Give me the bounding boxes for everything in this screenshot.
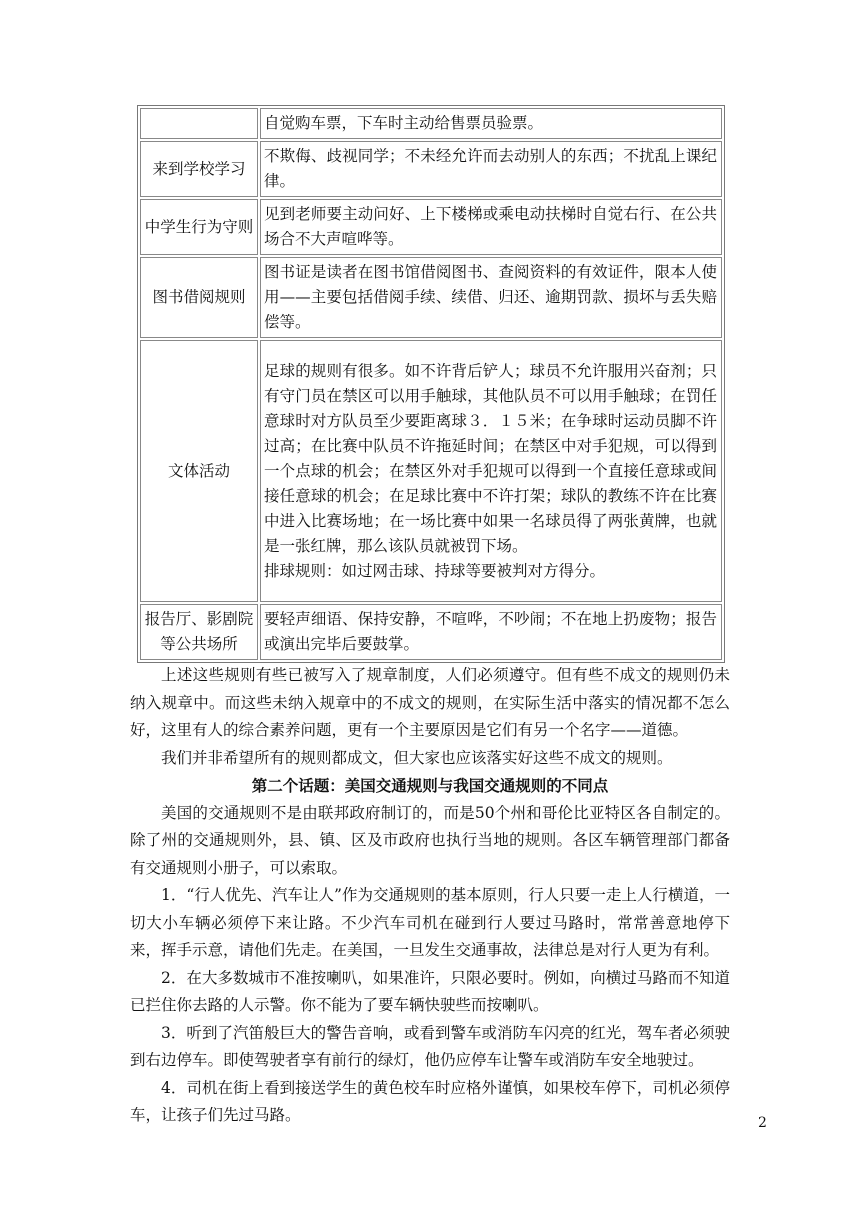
football-rules-text: 足球的规则有很多。如不许背后铲人；球员不允许服用兴奋剂；只有守门员在禁区可以用手触球，其他队员不可以用手触球；在罚任意球时对方队员至少要距离球３．１５米；在争球时运动员脚不许过高；在比赛中队员不许拖延时间；在禁区中对手犯规，可以得到一个点球的机会；在禁区外对手犯规可以得到一个直接任意球或间接任意球的机会；在足球比赛中不许打架；球队的教练不许在比赛中进入比赛场地；在一场比赛中如果一名球员得了两张黄牌，也就是一张红牌，那么该队员就被罚下场。 bbox=[264, 361, 717, 555]
paragraph: 2．在大多数城市不准按喇叭，如果准许，只限必要时。例如，向横过马路而不知道已拦住你去路的人示警。你不能为了要车辆快驶些而按喇叭。 bbox=[130, 968, 730, 1014]
paragraph: 美国的交通规则不是由联邦政府制订的，而是50个州和哥伦比亚特区各自制定的。除了州的交通规则外，县、镇、区及市政府也执行当地的规则。各区车辆管理部门都备有交通规则小册子，可以索取。 bbox=[130, 803, 730, 877]
table-description-cell: 自觉购车票，下车时主动给售票员验票。 bbox=[260, 108, 722, 139]
page-number: 2 bbox=[758, 1115, 767, 1131]
table-category-cell: 中学生行为守则 bbox=[140, 199, 258, 255]
table-description-cell: 不欺侮、歧视同学；不未经允许而去动别人的东西；不扰乱上课纪律。 bbox=[260, 141, 722, 197]
table-row bbox=[140, 340, 722, 602]
table-description-cell: 图书证是读者在图书馆借阅图书、查阅资料的有效证件，限本人使用——主要包括借阅手续、续借、归还、逾期罚款、损坏与丢失赔偿等。 bbox=[260, 257, 722, 338]
paragraph: 4．司机在街上看到接送学生的黄色校车时应格外谨慎，如果校车停下，司机必须停车，让孩子们先过马路。 bbox=[130, 1078, 730, 1124]
volleyball-rules-text: 排球规则：如过网击球、持球等要被判对方得分。 bbox=[264, 561, 606, 580]
table-row bbox=[140, 604, 722, 660]
table-row bbox=[140, 108, 722, 139]
section-heading: 第二个话题：美国交通规则与我国交通规则的不同点 bbox=[251, 776, 609, 795]
body-text bbox=[130, 662, 730, 1130]
table-row bbox=[140, 199, 722, 255]
table-description-cell: 要轻声细语、保持安静，不喧哗，不吵闹；不在地上扔废物；报告或演出完毕后要鼓掌。 bbox=[260, 604, 722, 660]
paragraph: 我们并非希望所有的规则都成文，但大家也应该落实好这些不成文的规则。 bbox=[161, 748, 673, 767]
table-category-cell: 文体活动 bbox=[140, 340, 258, 602]
table-category-cell: 来到学校学习 bbox=[140, 141, 258, 197]
table-category-cell bbox=[140, 108, 258, 139]
rules-table bbox=[137, 105, 725, 663]
paragraph: 3．听到了汽笛般巨大的警告音响，或看到警车或消防车闪亮的红光，驾车者必须驶到右边停车。即使驾驶者享有前行的绿灯，他仍应停车让警车或消防车安全地驶过。 bbox=[130, 1023, 730, 1069]
table-category-cell: 图书借阅规则 bbox=[140, 257, 258, 338]
table-category-cell: 报告厅、影剧院等公共场所 bbox=[140, 604, 258, 660]
table-description-cell bbox=[260, 340, 722, 602]
paragraph: 1．“行人优先、汽车让人”作为交通规则的基本原则，行人只要一走上人行横道，一切大小车辆必须停下来让路。不少汽车司机在碰到行人要过马路时，常常善意地停下来，挥手示意，请他们先走。在美国，一旦发生交通事故，法律总是对行人更为有利。 bbox=[130, 886, 730, 959]
table-row bbox=[140, 257, 722, 338]
table-description-cell: 见到老师要主动问好、上下楼梯或乘电动扶梯时自觉右行、在公共场合不大声喧哗等。 bbox=[260, 199, 722, 255]
table-row bbox=[140, 141, 722, 197]
paragraph: 上述这些规则有些已被写入了规章制度，人们必须遵守。但有些不成文的规则仍未纳入规章中。而这些未纳入规章中的不成文的规则，在实际生活中落实的情况都不怎么好，这里有人的综合素养问题，更有一个主要原因是它们有另一个名字——道德。 bbox=[130, 666, 730, 739]
